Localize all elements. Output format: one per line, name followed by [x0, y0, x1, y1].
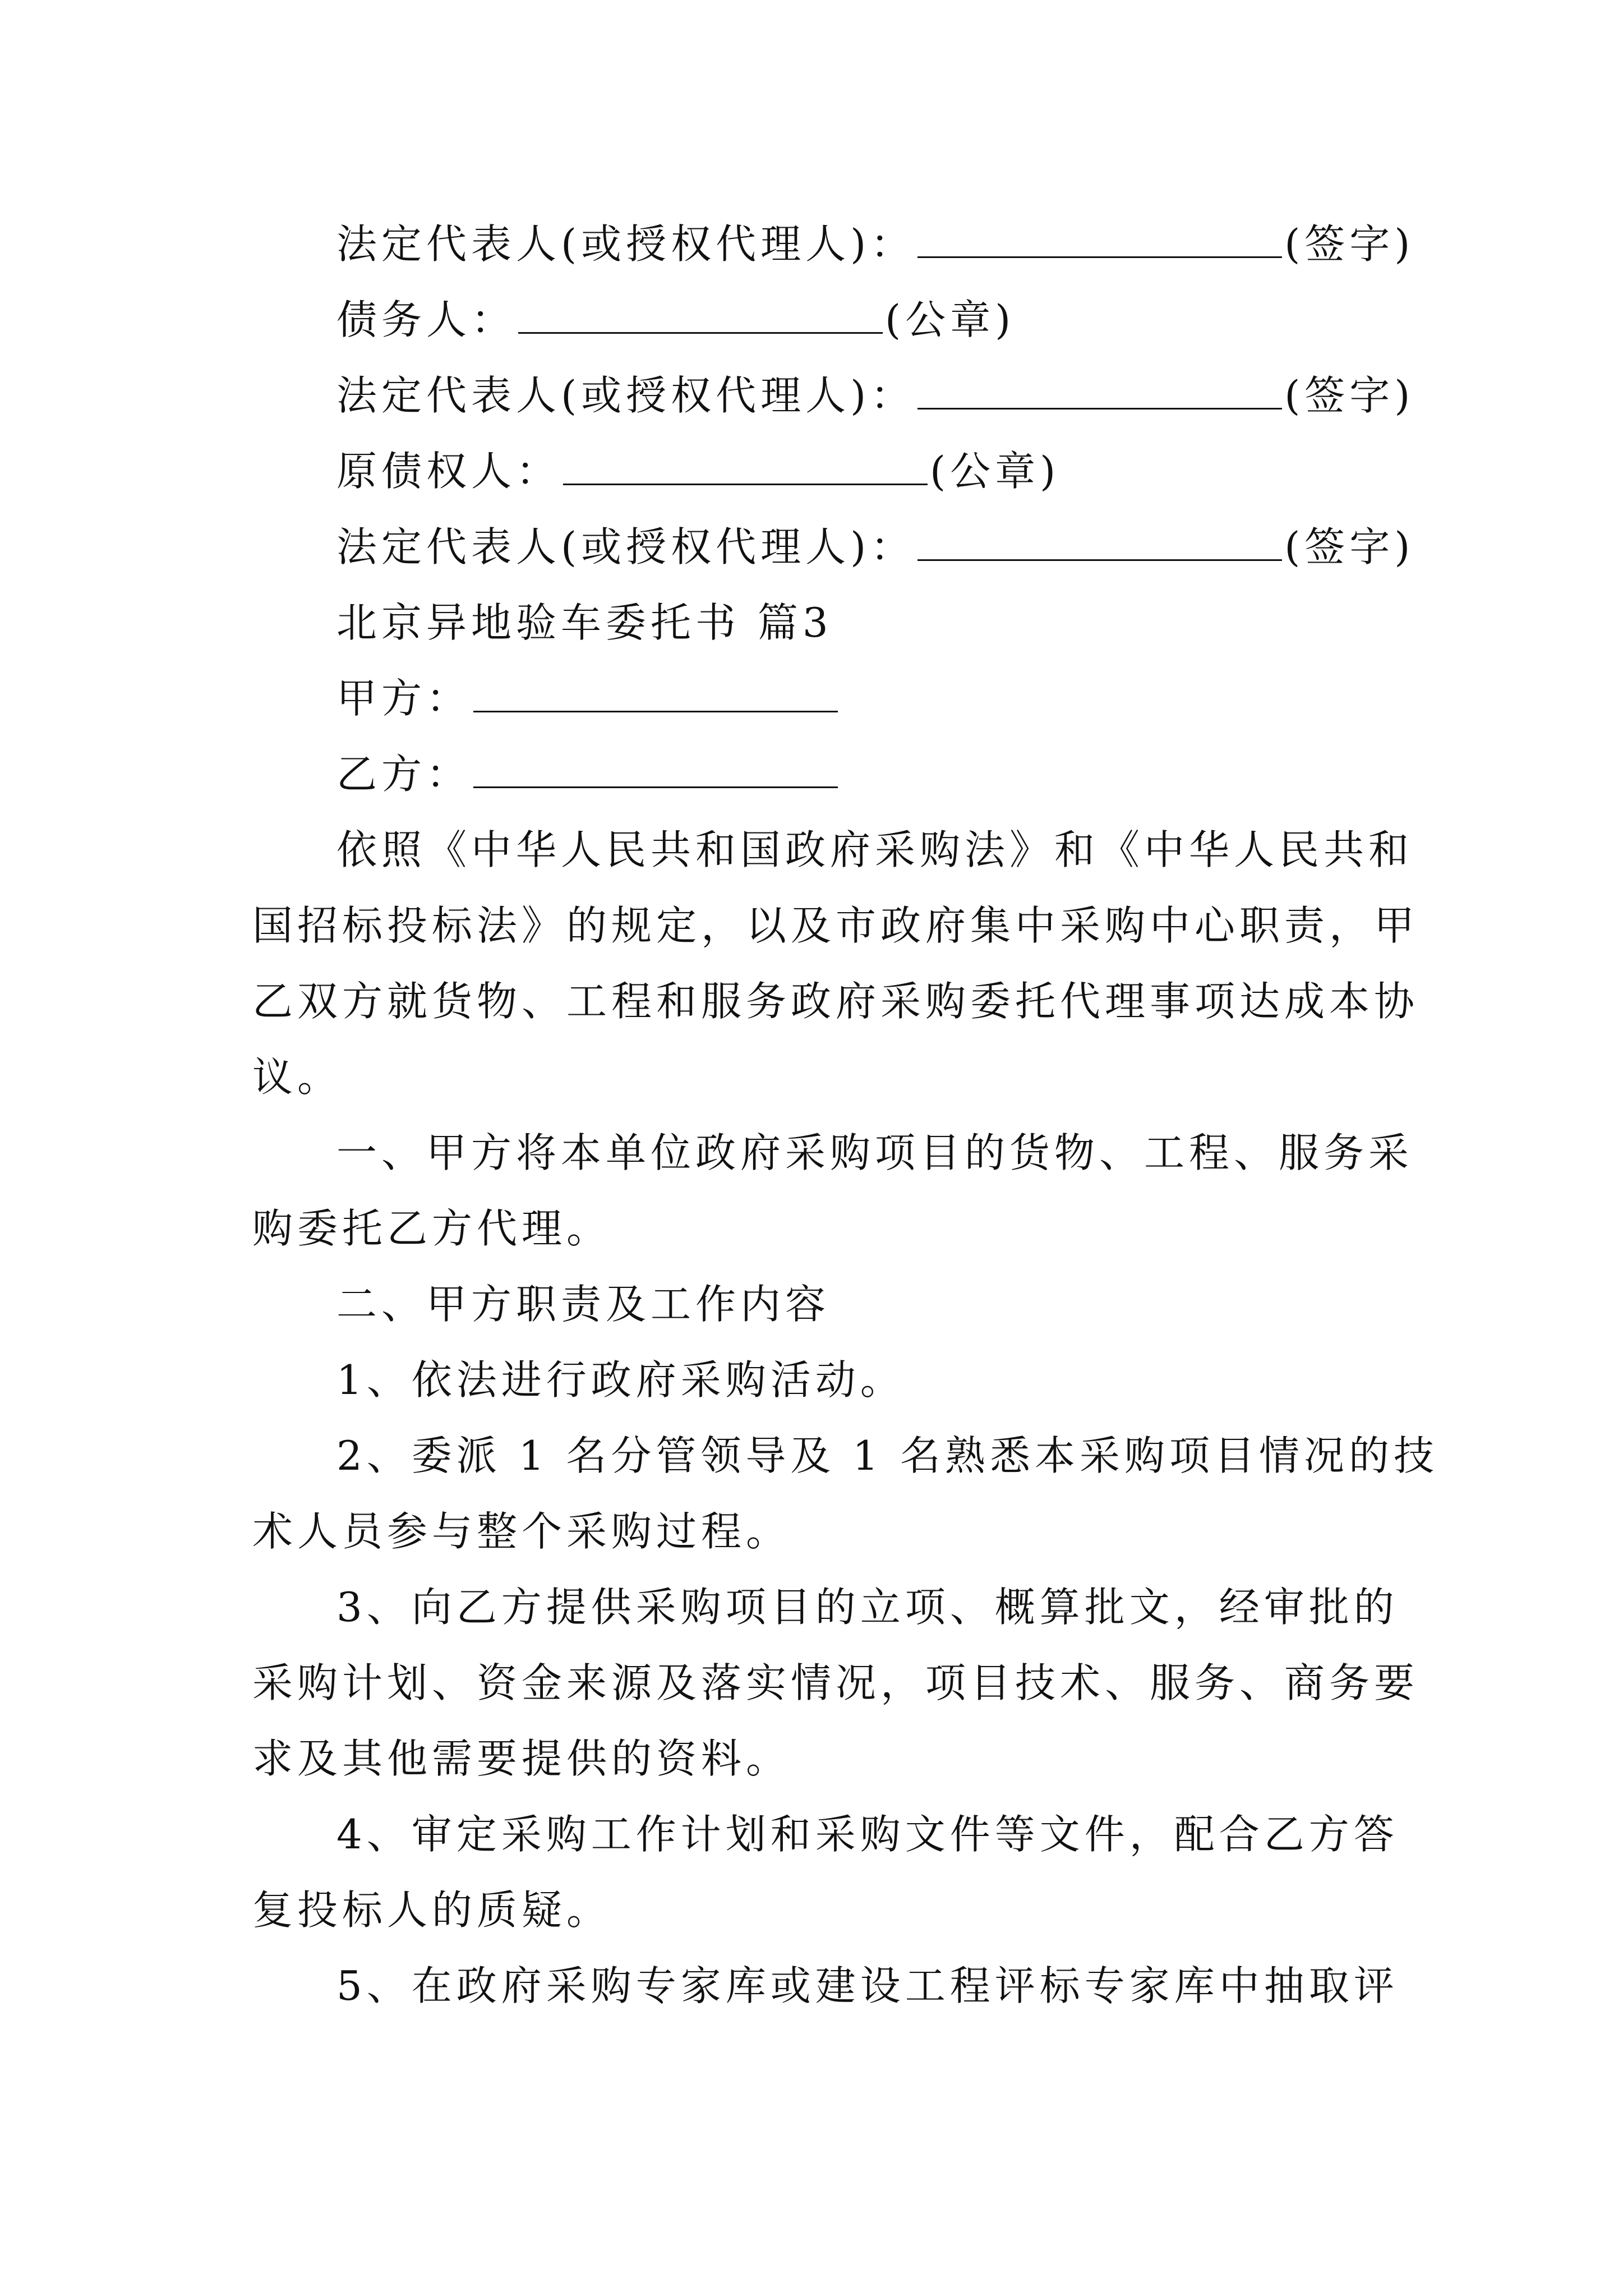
original-creditor-label: 原债权人：	[336, 448, 561, 495]
party-b-blank[interactable]	[473, 749, 838, 788]
section-title: 北京异地验车委托书 篇3	[336, 599, 833, 646]
debtor-label: 债务人：	[336, 296, 517, 343]
rep-signature-line-2	[336, 367, 1414, 424]
signature-blank[interactable]	[917, 522, 1282, 561]
point3-line-1: 3、向乙方提供采购项目的立项、概算批文，经审批的	[336, 1584, 1399, 1631]
signature-blank[interactable]	[917, 219, 1282, 258]
point5-line-1: 5、在政府采购专家库或建设工程评标专家库中抽取评	[336, 1962, 1399, 2009]
debtor-blank[interactable]	[518, 295, 883, 334]
seal-suffix: (公章)	[930, 448, 1061, 495]
point3-line-3: 求及其他需要提供的资料。	[252, 1735, 791, 1782]
point2-line-2: 术人员参与整个采购过程。	[252, 1508, 791, 1555]
rep-signature-line-3	[336, 519, 1414, 575]
point2-line-1: 2、委派 1 名分管领导及 1 名熟悉本采购项目情况的技	[336, 1432, 1438, 1479]
sign-suffix: (签字)	[1284, 523, 1415, 570]
signature-blank[interactable]	[917, 371, 1282, 409]
point4-line-2: 复投标人的质疑。	[252, 1887, 612, 1934]
original-creditor-blank[interactable]	[563, 447, 928, 485]
point1: 1、依法进行政府采购活动。	[336, 1356, 905, 1404]
sign-suffix: (签字)	[1284, 372, 1415, 419]
intro-line-3: 乙双方就货物、工程和服务政府采购委托代理事项达成本协	[252, 978, 1419, 1025]
original-creditor-line	[336, 443, 1060, 499]
item1-line-1: 一、甲方将本单位政府采购项目的货物、工程、服务采	[336, 1129, 1414, 1176]
intro-line-4: 议。	[252, 1053, 343, 1101]
item2-heading: 二、甲方职责及工作内容	[336, 1281, 831, 1328]
party-b-line	[336, 746, 840, 802]
intro-line-1: 依照《中华人民共和国政府采购法》和《中华人民共和	[336, 826, 1414, 873]
point4-line-1: 4、审定采购工作计划和采购文件等文件，配合乙方答	[336, 1811, 1399, 1858]
party-a-line	[336, 670, 840, 726]
party-b-label: 乙方：	[336, 751, 472, 798]
rep-label: 法定代表人(或授权代理人)：	[336, 523, 916, 570]
rep-signature-line-1	[336, 216, 1414, 272]
sign-suffix: (签字)	[1284, 220, 1415, 268]
party-a-label: 甲方：	[336, 675, 472, 722]
rep-label: 法定代表人(或授权代理人)：	[336, 220, 916, 268]
party-a-blank[interactable]	[473, 674, 838, 712]
intro-line-2: 国招标投标法》的规定，以及市政府集中采购中心职责，甲	[252, 902, 1419, 949]
rep-label: 法定代表人(或授权代理人)：	[336, 372, 916, 419]
debtor-line	[336, 292, 1015, 348]
item1-line-2: 购委托乙方代理。	[252, 1205, 612, 1252]
point3-line-2: 采购计划、资金来源及落实情况，项目技术、服务、商务要	[252, 1659, 1419, 1706]
seal-suffix: (公章)	[885, 296, 1016, 343]
